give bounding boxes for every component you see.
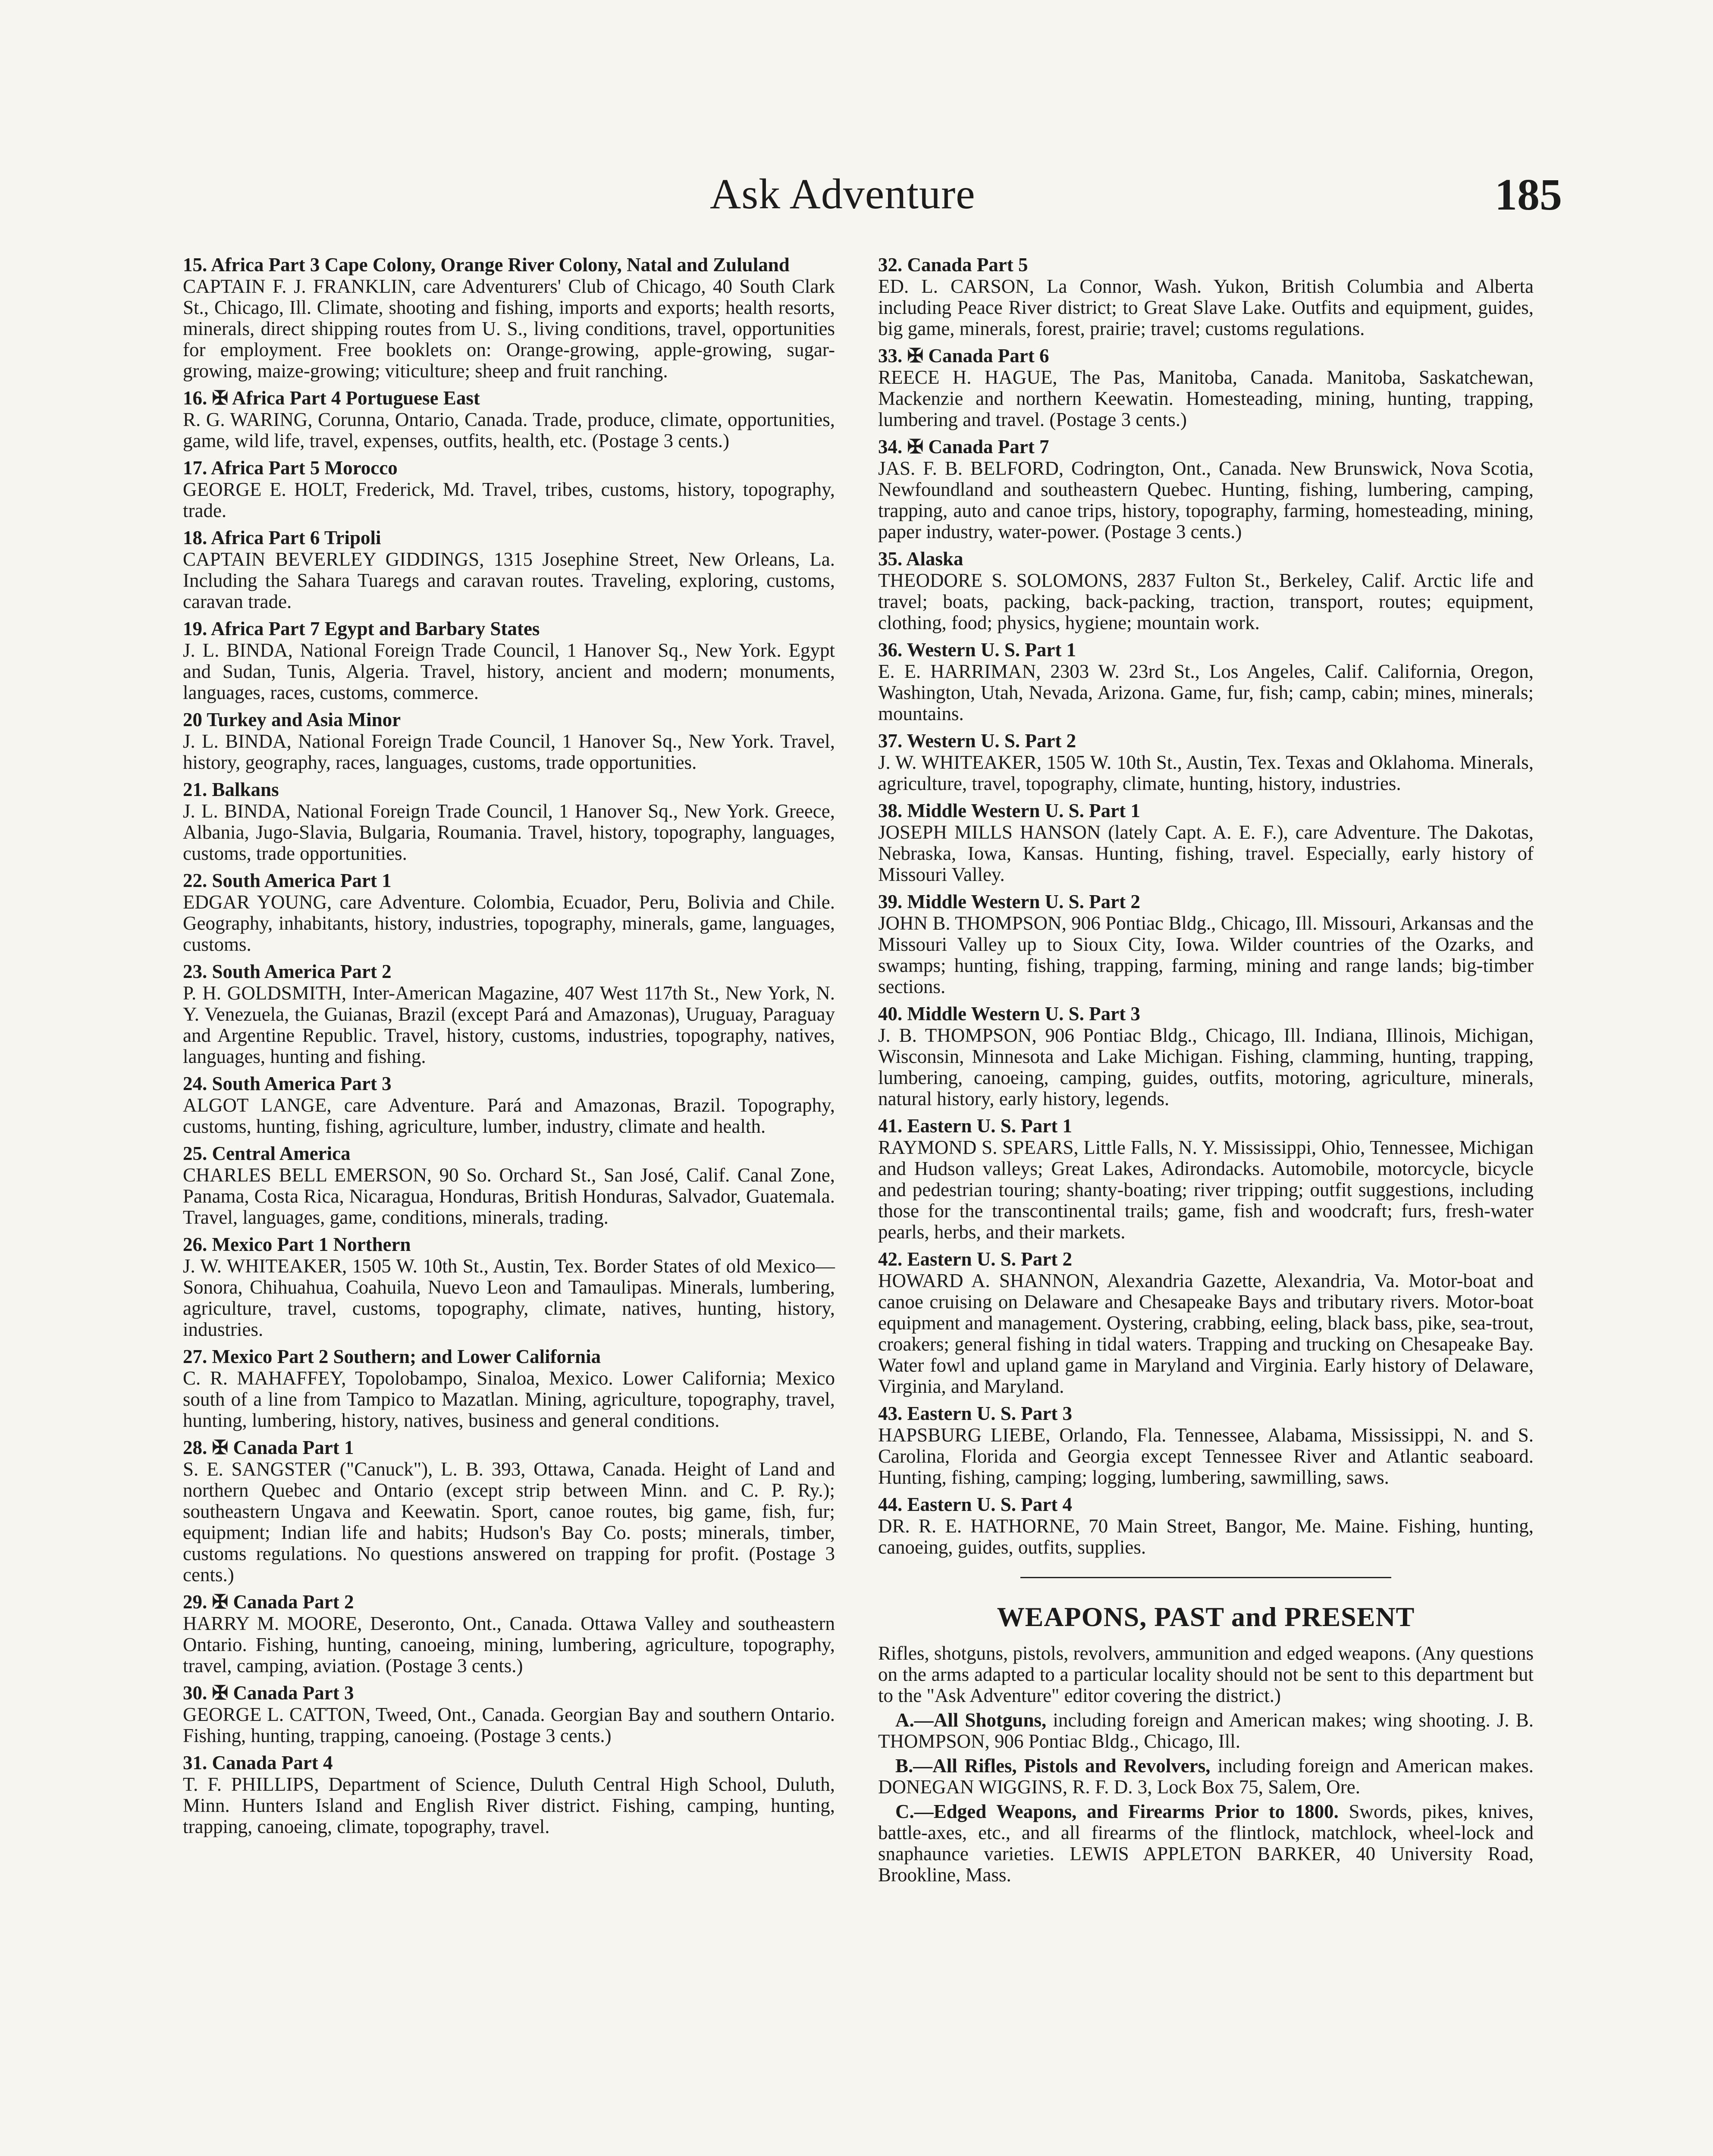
entry-heading: 23. South America Part 2 bbox=[183, 961, 392, 982]
entry-heading: 18. Africa Part 6 Tripoli bbox=[183, 527, 381, 548]
entry-heading: 15. Africa Part 3 Cape Colony, Orange River Colony, Natal and Zululand bbox=[183, 254, 790, 276]
weapons-section-title: WEAPONS, PAST and PRESENT bbox=[997, 1601, 1415, 1632]
list-item bbox=[878, 254, 1534, 339]
entry-body: JOHN B. THOMPSON, 906 Pontiac Bldg., Chicago, Ill. Missouri, Arkansas and the Missouri Valley up to Sioux City, Iowa. Wilder countries of the Ozarks, and swamps; hunting, fishing, trapping, farming, mining and range lands; big-timber sections. bbox=[878, 912, 1534, 997]
list-item bbox=[183, 709, 835, 773]
list-item bbox=[183, 1234, 835, 1340]
weapon-item bbox=[878, 1801, 1534, 1886]
entry-heading: 41. Eastern U. S. Part 1 bbox=[878, 1115, 1072, 1137]
entry-heading: 30. ✠ Canada Part 3 bbox=[183, 1682, 354, 1704]
list-item bbox=[878, 730, 1534, 794]
weapon-body: Swords, pikes, knives, battle-axes, etc., and all firearms of the flintlock, matchlock, wheel-lock and snaphaunce varieties. LEWIS APPLETON BARKER, 40 University Road, Brookline, Mass. bbox=[878, 1801, 1534, 1886]
entry-body: T. F. PHILLIPS, Department of Science, Duluth Central High School, Duluth, Minn. Hunters Island and English River district. Fishing, camping, hunting, trapping, canoeing, climate, topography, travel. bbox=[183, 1774, 835, 1837]
entry-heading: 16. ✠ Africa Part 4 Portuguese East bbox=[183, 387, 480, 409]
weapon-heading: C.—Edged Weapons, and Firearms Prior to 1800. bbox=[895, 1801, 1339, 1822]
entry-heading: 38. Middle Western U. S. Part 1 bbox=[878, 800, 1140, 821]
list-item bbox=[878, 1249, 1534, 1397]
list-item bbox=[878, 891, 1534, 997]
list-item bbox=[183, 388, 835, 451]
list-item bbox=[183, 1437, 835, 1586]
weapon-body: including foreign and American makes; wing shooting. J. B. THOMPSON, 906 Pontiac Bldg., Chicago, Ill. bbox=[878, 1709, 1534, 1752]
entry-heading: 43. Eastern U. S. Part 3 bbox=[878, 1403, 1072, 1424]
entry-heading: 37. Western U. S. Part 2 bbox=[878, 730, 1076, 752]
list-item bbox=[878, 800, 1534, 885]
entry-heading: 17. Africa Part 5 Morocco bbox=[183, 457, 398, 479]
entry-body: HAPSBURG LIEBE, Orlando, Fla. Tennessee, Alabama, Mississippi, N. and S. Carolina, Florida and Georgia except Tennessee River and Atlantic seaboard. Hunting, fishing, camping; logging, lumbering, sawmilling, saws. bbox=[878, 1424, 1534, 1488]
list-item bbox=[183, 1752, 835, 1837]
list-item bbox=[183, 1683, 835, 1746]
right-column bbox=[878, 254, 1534, 1889]
entry-body: C. R. MAHAFFEY, Topolobampo, Sinaloa, Mexico. Lower California; Mexico south of a line from Tampico to Mazatlan. Mining, agriculture, topography, travel, hunting, lumbering, history, natives, business and general conditions. bbox=[183, 1367, 835, 1431]
entry-body: DR. R. E. HATHORNE, 70 Main Street, Bangor, Me. Maine. Fishing, hunting, canoeing, guides, outfits, supplies. bbox=[878, 1515, 1534, 1558]
list-item bbox=[183, 779, 835, 864]
list-item bbox=[878, 1003, 1534, 1109]
entry-heading: 42. Eastern U. S. Part 2 bbox=[878, 1248, 1072, 1270]
entry-heading: 29. ✠ Canada Part 2 bbox=[183, 1591, 354, 1613]
list-item bbox=[183, 527, 835, 612]
page-number: 185 bbox=[1495, 170, 1562, 219]
entry-body: J. L. BINDA, National Foreign Trade Council, 1 Hanover Sq., New York. Travel, history, geography, races, languages, customs, trade opportunities. bbox=[183, 730, 835, 773]
list-item bbox=[878, 1403, 1534, 1488]
list-item bbox=[878, 345, 1534, 430]
entry-heading: 34. ✠ Canada Part 7 bbox=[878, 436, 1049, 458]
entry-body: J. B. THOMPSON, 906 Pontiac Bldg., Chicago, Ill. Indiana, Illinois, Michigan, Wisconsin, Minnesota and Lake Michigan. Fishing, clamming, hunting, trapping, lumbering, canoeing, camping, guides, outfits, motoring, agriculture, minerals, natural history, early history, legends. bbox=[878, 1025, 1534, 1109]
page-header-title: Ask Adventure bbox=[710, 170, 976, 218]
list-item bbox=[878, 1116, 1534, 1243]
entry-heading: 44. Eastern U. S. Part 4 bbox=[878, 1494, 1072, 1515]
entry-body: JAS. F. B. BELFORD, Codrington, Ont., Canada. New Brunswick, Nova Scotia, Newfoundland and southeastern Quebec. Hunting, fishing, lumbering, camping, trapping, auto and canoe trips, history, topography, farming, homesteading, mining, paper industry, water-power. (Postage 3 cents.) bbox=[878, 458, 1534, 542]
list-item bbox=[183, 1073, 835, 1137]
entry-body: RAYMOND S. SPEARS, Little Falls, N. Y. Mississippi, Ohio, Tennessee, Michigan and Hudson valleys; Great Lakes, Adirondacks. Automobile, motorcycle, bicycle and pedestrian touring; shanty-boating; river tripping; outfit suggestions, including those for the transcontinental trails; game, fish and woodcraft; furs, fresh-water pearls, herbs, and their markets. bbox=[878, 1137, 1534, 1243]
list-item bbox=[183, 458, 835, 521]
entry-body: J. L. BINDA, National Foreign Trade Council, 1 Hanover Sq., New York. Greece, Albania, Jugo-Slavia, Bulgaria, Roumania. Travel, history, topography, languages, customs, trade opportunities. bbox=[183, 800, 835, 864]
entry-body: HOWARD A. SHANNON, Alexandria Gazette, Alexandria, Va. Motor-boat and canoe cruising on Delaware and Chesapeake Bays and tributary rivers. Motor-boat equipment and management. Oystering, crabbing, eeling, black bass, pike, sea-trout, croakers; general fishing in tidal waters. Trapping and trucking on Chesapeake Bay. Water fowl and upland game in Maryland and Virginia. Early history of Delaware, Virginia, and Maryland. bbox=[878, 1270, 1534, 1397]
entry-body: J. W. WHITEAKER, 1505 W. 10th St., Austin, Tex. Border States of old Mexico—Sonora, Chihuahua, Coahuila, Nuevo Leon and Tamaulipas. Minerals, lumbering, agriculture, travel, customs, topography, climate, natives, hunting, history, industries. bbox=[183, 1255, 835, 1340]
entry-body: EDGAR YOUNG, care Adventure. Colombia, Ecuador, Peru, Bolivia and Chile. Geography, inhabitants, history, industries, topography, minerals, game, languages, customs. bbox=[183, 891, 835, 955]
weapons-intro: Rifles, shotguns, pistols, revolvers, ammunition and edged weapons. (Any questions on the arms adapted to a particular locality should not be sent to this department but to the "Ask Adventure" editor covering the district.) bbox=[878, 1642, 1534, 1706]
list-item bbox=[183, 254, 835, 382]
weapon-heading: A.—All Shotguns, bbox=[895, 1709, 1047, 1731]
entry-heading: 32. Canada Part 5 bbox=[878, 254, 1028, 276]
entry-heading: 22. South America Part 1 bbox=[183, 870, 392, 891]
entry-body: GEORGE E. HOLT, Frederick, Md. Travel, tribes, customs, history, topography, trade. bbox=[183, 479, 835, 521]
entry-heading: 31. Canada Part 4 bbox=[183, 1752, 333, 1774]
entry-body: CHARLES BELL EMERSON, 90 So. Orchard St., San José, Calif. Canal Zone, Panama, Costa Rica, Nicaragua, Honduras, British Honduras, Salvador, Guatemala. Travel, languages, game, conditions, minerals, trading. bbox=[183, 1164, 835, 1228]
entry-heading: 19. Africa Part 7 Egypt and Barbary States bbox=[183, 618, 540, 639]
entry-body: S. E. SANGSTER ("Canuck"), L. B. 393, Ottawa, Canada. Height of Land and northern Quebec and Ontario (except strip between Minn. and C. P. Ry.); southeastern Ungava and Keewatin. Sport, canoe routes, big game, fish, fur; equipment; Indian life and habits; Hudson's Bay Co. posts; minerals, timber, customs regulations. No questions answered on trapping for profit. (Postage 3 cents.) bbox=[183, 1458, 835, 1586]
entry-heading: 35. Alaska bbox=[878, 548, 963, 570]
entry-body: JOSEPH MILLS HANSON (lately Capt. A. E. F.), care Adventure. The Dakotas, Nebraska, Iowa, Kansas. Hunting, fishing, travel. Especially, early history of Missouri Valley. bbox=[878, 821, 1534, 885]
entry-body: ALGOT LANGE, care Adventure. Pará and Amazonas, Brazil. Topography, customs, hunting, fishing, agriculture, lumber, industry, climate and health. bbox=[183, 1094, 835, 1137]
entry-heading: 33. ✠ Canada Part 6 bbox=[878, 345, 1049, 367]
entry-body: P. H. GOLDSMITH, Inter-American Magazine, 407 West 117th St., New York, N. Y. Venezuela, the Guianas, Brazil (except Pará and Amazonas), Uruguay, Paraguay and Argentine Republic. Travel, history, customs, industries, topography, natives, languages, hunting and fishing. bbox=[183, 982, 835, 1067]
entry-heading: 25. Central America bbox=[183, 1143, 351, 1164]
entry-heading: 40. Middle Western U. S. Part 3 bbox=[878, 1003, 1140, 1025]
entry-heading: 39. Middle Western U. S. Part 2 bbox=[878, 891, 1140, 912]
list-item bbox=[183, 961, 835, 1067]
entry-heading: 26. Mexico Part 1 Northern bbox=[183, 1234, 411, 1255]
list-item bbox=[878, 639, 1534, 724]
entry-heading: 36. Western U. S. Part 1 bbox=[878, 639, 1076, 661]
entry-body: E. E. HARRIMAN, 2303 W. 23rd St., Los Angeles, Calif. California, Oregon, Washington, Utah, Nevada, Arizona. Game, fur, fish; camp, cabin; mines, minerals; mountains. bbox=[878, 661, 1534, 724]
entry-body: R. G. WARING, Corunna, Ontario, Canada. Trade, produce, climate, opportunities, game, wild life, travel, expenses, outfits, health, etc. (Postage 3 cents.) bbox=[183, 409, 835, 451]
left-column bbox=[183, 254, 835, 1843]
entry-heading: 21. Balkans bbox=[183, 779, 279, 800]
list-item bbox=[183, 870, 835, 955]
entry-body: CAPTAIN F. J. FRANKLIN, care Adventurers' Club of Chicago, 40 South Clark St., Chicago, Ill. Climate, shooting and fishing, imports and exports; health resorts, minerals, direct shipping routes from U. S., living conditions, travel, opportunities for employment. Free booklets on: Orange-growing, apple-growing, sugar-growing, maize-growing; viticulture; sheep and fruit ranching. bbox=[183, 276, 835, 382]
list-item bbox=[183, 1592, 835, 1677]
list-item bbox=[878, 436, 1534, 542]
entry-body: HARRY M. MOORE, Deseronto, Ont., Canada. Ottawa Valley and southeastern Ontario. Fishing, hunting, canoeing, mining, lumbering, agriculture, topography, travel, camping, aviation. (Postage 3 cents.) bbox=[183, 1613, 835, 1677]
entry-heading: 20 Turkey and Asia Minor bbox=[183, 709, 401, 730]
section-divider bbox=[1020, 1577, 1391, 1578]
list-item bbox=[183, 1346, 835, 1431]
entry-body: GEORGE L. CATTON, Tweed, Ont., Canada. Georgian Bay and southern Ontario. Fishing, hunting, trapping, canoeing. (Postage 3 cents.) bbox=[183, 1704, 835, 1746]
weapon-body: including foreign and American makes. DONEGAN WIGGINS, R. F. D. 3, Lock Box 75, Salem, Ore. bbox=[878, 1755, 1534, 1798]
list-item bbox=[183, 1143, 835, 1228]
weapon-item bbox=[878, 1755, 1534, 1798]
list-item bbox=[878, 1494, 1534, 1558]
entry-body: CAPTAIN BEVERLEY GIDDINGS, 1315 Josephine Street, New Orleans, La. Including the Sahara Tuaregs and caravan routes. Traveling, exploring, customs, caravan trade. bbox=[183, 548, 835, 612]
entry-body: J. L. BINDA, National Foreign Trade Council, 1 Hanover Sq., New York. Egypt and Sudan, Tunis, Algeria. Travel, history, ancient and modern; monuments, languages, races, customs, commerce. bbox=[183, 639, 835, 703]
entry-body: THEODORE S. SOLOMONS, 2837 Fulton St., Berkeley, Calif. Arctic life and travel; boats, packing, back-packing, traction, transport, routes; equipment, clothing, food; physics, hygiene; mountain work. bbox=[878, 570, 1534, 633]
entry-heading: 27. Mexico Part 2 Southern; and Lower California bbox=[183, 1346, 601, 1367]
weapon-heading: B.—All Rifles, Pistols and Revolvers, bbox=[895, 1755, 1211, 1777]
entry-body: ED. L. CARSON, La Connor, Wash. Yukon, British Columbia and Alberta including Peace River district; to Great Slave Lake. Outfits and equipment, guides, big game, minerals, forest, prairie; travel; customs regulations. bbox=[878, 276, 1534, 339]
weapon-item bbox=[878, 1710, 1534, 1752]
list-item bbox=[878, 548, 1534, 633]
entry-heading: 28. ✠ Canada Part 1 bbox=[183, 1437, 354, 1458]
entry-body: REECE H. HAGUE, The Pas, Manitoba, Canada. Manitoba, Saskatchewan, Mackenzie and northern Keewatin. Homesteading, mining, hunting, trapping, lumbering and travel. (Postage 3 cents.) bbox=[878, 367, 1534, 430]
list-item bbox=[183, 618, 835, 703]
entry-heading: 24. South America Part 3 bbox=[183, 1073, 392, 1094]
entry-body: J. W. WHITEAKER, 1505 W. 10th St., Austin, Tex. Texas and Oklahoma. Minerals, agriculture, travel, topography, climate, hunting, history, industries. bbox=[878, 752, 1534, 794]
